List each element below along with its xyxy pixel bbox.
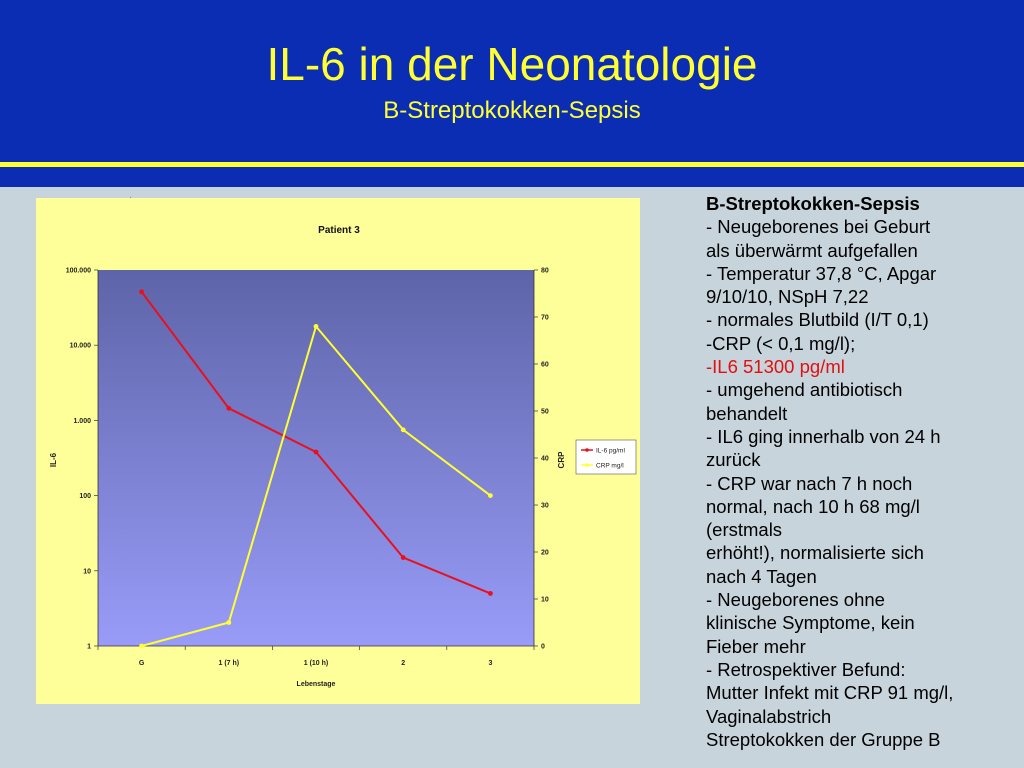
data-point-crp (488, 493, 493, 498)
y-right-tick-label: 70 (541, 314, 549, 322)
y-left-tick-label: 100.000 (65, 267, 91, 275)
y-right-tick-label: 0 (541, 643, 545, 651)
notes-line: - umgehend antibiotisch (706, 379, 903, 401)
notes-line: -IL6 51300 pg/ml (706, 356, 845, 378)
data-point-crp (139, 644, 144, 649)
notes-line: erhöht!), normalisierte sich (706, 542, 924, 564)
y-left-tick-label: 1 (87, 643, 91, 651)
notes-line: (erstmals (706, 519, 783, 541)
data-point-il6 (401, 555, 406, 560)
x-axis-label: Lebenstage (296, 681, 336, 688)
y-right-tick-label: 20 (541, 549, 549, 557)
notes-line: Streptokokken der Gruppe B (706, 728, 941, 750)
notes-line: behandelt (706, 402, 788, 424)
notes-line: - normales Blutbild (I/T 0,1) (706, 309, 929, 331)
x-tick-label: G (138, 660, 145, 667)
notes-line: Vaginalabstrich (706, 705, 832, 727)
notes-line: - Retrospektiver Befund: (706, 658, 906, 680)
x-tick-label: 1 (10 h) (303, 660, 329, 667)
y-right-tick-label: 50 (541, 408, 549, 416)
data-point-crp (401, 427, 406, 432)
slide-title: IL-6 in der Neonatologie (266, 38, 758, 90)
x-tick-label: 3 (488, 660, 493, 667)
legend-crp-marker (585, 463, 589, 467)
notes-line: - Temperatur 37,8 °C, Apgar (706, 262, 937, 284)
data-point-crp (226, 620, 231, 625)
legend (576, 440, 636, 474)
data-point-il6 (314, 450, 319, 455)
notes-line: nach 4 Tagen (706, 565, 817, 587)
slide-subtitle: B-Streptokokken-Sepsis (383, 97, 641, 124)
chart (36, 198, 640, 704)
y-axis-right-label: CRP (557, 451, 566, 469)
chart-title: Patient 3 (318, 225, 360, 236)
y-left-tick-label: 10.000 (69, 342, 91, 350)
notes-line: - Neugeborenes ohne (706, 589, 885, 611)
y-right-tick-label: 30 (541, 502, 549, 510)
chart-svg (36, 198, 640, 704)
y-right-tick-label: 10 (541, 596, 549, 604)
notes-line: Fieber mehr (706, 635, 806, 657)
data-point-il6 (226, 406, 231, 411)
notes-line: -CRP (< 0,1 mg/l); (706, 332, 856, 354)
x-tick-label: 1 (7 h) (218, 660, 240, 667)
notes-line: klinische Symptome, kein (706, 612, 915, 634)
data-point-il6 (139, 289, 144, 294)
notes-line: Mutter Infekt mit CRP 91 mg/l, (706, 682, 954, 704)
data-point-crp (314, 324, 319, 329)
notes-line: - CRP war nach 7 h noch (706, 472, 913, 494)
y-right-tick-label: 40 (541, 455, 549, 463)
data-point-il6 (488, 591, 493, 596)
notes-line: - IL6 ging innerhalb von 24 h (706, 425, 941, 447)
y-axis-left-label: IL-6 (49, 452, 58, 468)
y-right-tick-label: 80 (541, 267, 549, 275)
y-left-tick-label: 10 (83, 568, 91, 576)
notes-line: zurück (706, 449, 761, 471)
notes-panel (706, 192, 1016, 751)
y-right-tick-label: 60 (541, 361, 549, 369)
legend-il6-marker (585, 448, 589, 452)
notes-line: normal, nach 10 h 68 mg/l (706, 495, 920, 517)
legend-crp-label: CRP mg/l (596, 462, 624, 470)
notes-line: - Neugeborenes bei Geburt (706, 216, 931, 238)
header-band (0, 167, 1024, 187)
legend-il6-label: IL-6 pg/ml (596, 447, 625, 455)
notes-line: als überwärmt aufgefallen (706, 239, 918, 261)
y-left-tick-label: 1.000 (73, 417, 91, 425)
notes-heading: B-Streptokokken-Sepsis (706, 193, 920, 214)
y-left-tick-label: 100 (79, 493, 91, 501)
notes-line: 9/10/10, NSpH 7,22 (706, 286, 869, 308)
x-tick-label: 2 (401, 660, 406, 667)
